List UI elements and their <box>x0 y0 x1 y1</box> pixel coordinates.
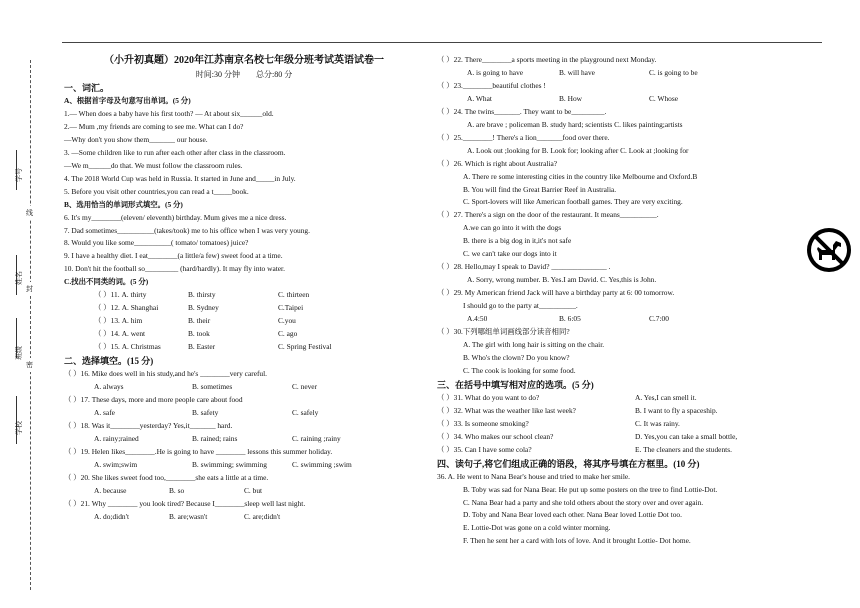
option-text: B. swimming; swimming <box>192 459 267 469</box>
option-line: A. Sorry, wrong number. B. Yes.I am David. C. Yes,this is John. <box>467 275 657 285</box>
option-line: C. Nana Bear had a party and she told others about the story over and over again. <box>463 497 704 507</box>
option-row <box>64 459 424 472</box>
cut-word-seal: 封 <box>26 282 33 296</box>
option-text: B. are;wasn't <box>169 511 208 521</box>
option-row <box>437 313 817 326</box>
cut-line <box>30 60 31 590</box>
option-text: C.7:00 <box>649 314 669 324</box>
matching-row <box>437 431 817 444</box>
option-row <box>437 93 817 106</box>
option-line: B. You will find the Great Barrier Reef in Australia. <box>463 184 617 194</box>
option-text: B. sometimes <box>192 382 233 392</box>
question-line: （ ）24. The twins_______. They want to be_________. <box>437 106 607 116</box>
option-line: C. Sport-lovers will like American football games. They are very exciting. <box>463 197 683 207</box>
section-heading: 一、词汇。 <box>64 83 110 93</box>
option-text: C. but <box>244 485 263 495</box>
option-row <box>64 485 424 498</box>
question-line: （ ）20. She likes sweet food too,________she eats a little at a time. <box>64 472 269 482</box>
matching-row <box>437 392 817 405</box>
matching-question: （ ）34. Who makes our school clean? <box>437 431 554 441</box>
option-row <box>64 407 424 420</box>
section-heading: 二、选择填空。(15 分) <box>64 356 154 367</box>
option-text: A. safe <box>94 407 115 417</box>
question-line: 36. A. He went to Nana Bear's house and tried to make her smile. <box>437 471 631 481</box>
option-row <box>64 289 424 302</box>
question-line: 1.— When does a baby have his first tooth? — At about six______old. <box>64 108 274 118</box>
cut-word-line: 线 <box>26 206 33 220</box>
subsection-heading: B、选用恰当的单词形式填空。(5 分) <box>64 199 183 209</box>
option-line: B. Toby was sad for Nana Bear. He put up some posters on the tree to find Lottie-Dot. <box>463 484 718 494</box>
option-text: A. swim;swim <box>94 459 138 469</box>
option-row <box>437 67 817 80</box>
option-line: A. There re some interesting cities in the country like Melbourne and Oxford.B <box>463 171 698 181</box>
class-label: 班级 <box>15 346 23 360</box>
matching-answer: E. The cleaners and the students. <box>635 444 732 454</box>
question-line: 10. Don't hit the football so_________ (hard/hardly). It may fly into water. <box>64 264 285 274</box>
option-text: C.Taipei <box>278 303 304 313</box>
option-row <box>64 315 424 328</box>
option-text: C. never <box>292 382 318 392</box>
question-line: （ ）16. Mike does well in his study,and he's ________very careful. <box>64 369 268 379</box>
option-text: （ ）14. A. went <box>94 329 146 339</box>
option-line: B. Who's the clown? Do you know? <box>463 352 570 362</box>
option-text: B. 6:05 <box>559 314 581 324</box>
option-text: B. safety <box>192 407 219 417</box>
option-line: A. Look out ;looking for B. Look for; looking after C. Look at ;looking for <box>467 145 689 155</box>
option-text: C. safely <box>292 407 319 417</box>
right-column <box>437 54 817 548</box>
question-line: 3. —Some children like to run after each other after class in the classroom. <box>64 147 286 157</box>
header-rule <box>62 42 822 43</box>
option-line: E. Lottie-Dot was gone on a cold winter morning. <box>463 523 611 533</box>
option-text: B. thirsty <box>188 290 216 300</box>
option-line: D. Toby and Nana Bear loved each other. Nana Bear loved Lottie Dot too. <box>463 510 682 520</box>
question-line: 6. It's my________(eleven/ eleventh) birthday. Mum gives me a nice dress. <box>64 212 287 222</box>
option-line: F. Then he sent her a card with lots of love. And it brought Lottie- Dot home. <box>463 536 691 546</box>
question-line: 8. Would you like some__________( tomato/ tomatoes) juice? <box>64 238 249 248</box>
cut-word-seal-2: 密 <box>26 358 33 372</box>
option-text: B. will have <box>559 67 595 77</box>
question-line: （ ）25.________! There's a lion_______food over there. <box>437 132 610 142</box>
option-text: B. How <box>559 93 582 103</box>
option-line: C. we can't take our dogs into it <box>463 249 557 259</box>
question-line: （ ）29. My American friend Jack will have a birthday party at 6: 00 tomorrow. <box>437 288 675 298</box>
question-line: （ ）26. Which is right about Australia? <box>437 158 558 168</box>
subsection-heading: A、根据首字母及句意写出单词。(5 分) <box>64 96 191 105</box>
option-line: A.we can go into it with the dogs <box>463 223 562 233</box>
option-text: C.you <box>278 316 296 326</box>
option-text: A. always <box>94 382 124 392</box>
matching-question: （ ）31. What do you want to do? <box>437 392 540 402</box>
question-line: （ ）18. Was it________yesterday? Yes,it_______ hard. <box>64 420 233 430</box>
option-line: I should go to the party at__________. <box>463 301 578 311</box>
section-heading: 四、读句子,将它们组成正确的语段，将其序号填在方框里。(10 分) <box>437 458 700 469</box>
option-text: B. so <box>169 485 185 495</box>
question-line: （ ）19. Helen likes________.He is going to have ________ lessons this summer holiday. <box>64 446 333 456</box>
matching-question: （ ）35. Can I have some cola? <box>437 444 532 454</box>
question-line: （ ）17. These days, more and more people care about food <box>64 394 243 404</box>
option-row <box>64 302 424 315</box>
option-text: C. are;didn't <box>244 511 281 521</box>
subsection-heading: C.找出不同类的词。(5 分) <box>64 277 149 287</box>
matching-question: （ ）33. Is someone smoking? <box>437 418 529 428</box>
question-line: （ ）23.________beautiful clothes ! <box>437 80 546 90</box>
option-text: A.4:50 <box>467 314 488 324</box>
option-text: C. thirteen <box>278 290 310 300</box>
option-text: C. ago <box>278 329 298 339</box>
option-text: （ ）15. A. Christmas <box>94 342 161 352</box>
question-line: （ ）21. Why ________ you look tired? Because I________sleep well last night. <box>64 498 306 508</box>
exam-info: 时间:30 分钟 总分:80 分 <box>195 70 293 79</box>
option-text: C. Whose <box>649 93 679 103</box>
option-line: A. are brave ; policeman B. study hard; scientists C. likes painting;artists <box>467 119 683 129</box>
option-row <box>64 328 424 341</box>
option-text: A. is going to have <box>467 67 524 77</box>
question-line: —We m______do that. We must follow the classroom rules. <box>64 160 243 170</box>
option-text: （ ）12. A. Shanghai <box>94 303 159 313</box>
option-text: （ ）11. A. thirty <box>94 290 147 300</box>
matching-answer: A. Yes,I can smell it. <box>635 392 697 402</box>
page-title: （小升初真题）2020年江苏南京名校七年级分班考试英语试卷一 <box>104 55 384 66</box>
question-line: 9. I have a healthy diet. I eat________(a little/a few) sweet food at a time. <box>64 251 283 261</box>
option-text: C. raining ;rainy <box>292 433 341 443</box>
option-text: C. Spring Festival <box>278 342 332 352</box>
school-line <box>16 396 17 444</box>
school-label: 学校 <box>15 421 23 435</box>
option-text: C. swimming ;swim <box>292 459 352 469</box>
option-text: B. Sydney <box>188 303 219 313</box>
matching-row <box>437 405 817 418</box>
option-text: A. do;didn't <box>94 511 130 521</box>
matching-row <box>437 418 817 431</box>
left-body <box>64 81 424 524</box>
option-text: A. rainy;rained <box>94 433 139 443</box>
matching-question: （ ）32. What was the weather like last week? <box>437 405 576 415</box>
question-line: 2.— Mum ,my friends are coming to see me. What can I do? <box>64 121 244 131</box>
option-row <box>64 341 424 354</box>
matching-answer: B. I want to fly a spaceship. <box>635 405 718 415</box>
option-text: C. is going to be <box>649 67 698 77</box>
matching-row <box>437 444 817 457</box>
section-heading: 三、在括号中填写相对应的选项。(5 分) <box>437 379 594 390</box>
question-line: （ ）28. Hello,may I speak to David? _______________ . <box>437 262 611 272</box>
option-text: A. because <box>94 485 127 495</box>
student-id-label: 学号 <box>15 168 23 182</box>
matching-answer: D. Yes,you can take a small bottle, <box>635 431 738 441</box>
question-line: 4. The 2018 World Cup was held in Russia. It started in June and_____in July. <box>64 173 296 183</box>
question-line: （ ）22. There________a sports meeting in the playground next Monday. <box>437 55 657 64</box>
left-column <box>64 54 424 524</box>
option-text: B. rained; rains <box>192 433 238 443</box>
question-line: 5. Before you visit other countries,you can read a t_____book. <box>64 186 249 196</box>
no-dogs-sign-icon <box>805 226 853 274</box>
option-row <box>64 511 424 524</box>
name-label: 姓名 <box>15 271 23 285</box>
option-row <box>64 381 424 394</box>
option-line: C. The cook is looking for some food. <box>463 365 576 375</box>
option-text: （ ）13. A. him <box>94 316 143 326</box>
question-line: 7. Dad sometimes__________(takes/took) me to his office when I was very young. <box>64 225 310 235</box>
matching-answer: C. It was rainy. <box>635 418 680 428</box>
binding-margin <box>0 60 56 590</box>
option-row <box>64 433 424 446</box>
option-line: B. there is a big dog in it,it's not safe <box>463 236 572 246</box>
option-line: A. The girl with long hair is sitting on the chair. <box>463 339 605 349</box>
question-line: （ ）27. There's a sign on the door of the restaurant. It means__________. <box>437 210 659 220</box>
right-body <box>437 54 817 548</box>
option-text: A. What <box>467 93 492 103</box>
question-line: —Why don't you show them_______ our house. <box>64 134 208 144</box>
question-line: （ ）30.下列哪组单词画线部分读音相同? <box>437 327 570 337</box>
option-text: B. their <box>188 316 211 326</box>
option-text: B. Easter <box>188 342 216 352</box>
option-text: B. took <box>188 329 210 339</box>
